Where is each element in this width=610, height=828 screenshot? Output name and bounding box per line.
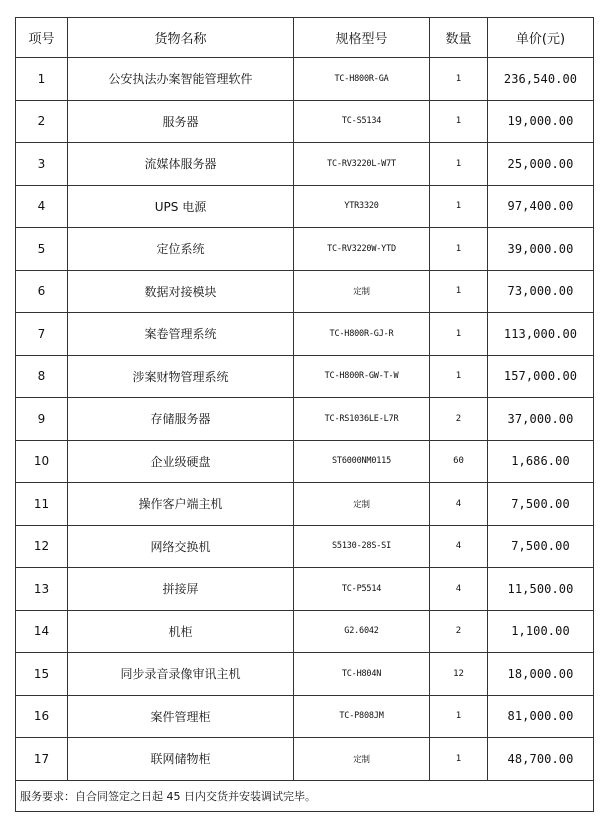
goods-table bbox=[15, 17, 594, 812]
quantity-cell: 4 bbox=[430, 483, 488, 526]
unit-price-cell: 97,400.00 bbox=[488, 185, 594, 228]
item-number-cell: 1 bbox=[16, 58, 68, 101]
quantity-cell: 1 bbox=[430, 58, 488, 101]
spec-model-cell: YTR3320 bbox=[294, 185, 430, 228]
item-number-cell: 16 bbox=[16, 695, 68, 738]
item-number-cell: 13 bbox=[16, 568, 68, 611]
table-row bbox=[16, 738, 594, 781]
quantity-cell: 1 bbox=[430, 270, 488, 313]
header-item-number: 项号 bbox=[16, 18, 68, 58]
goods-name-cell: 数据对接模块 bbox=[68, 270, 294, 313]
spec-model-cell: 定制 bbox=[294, 483, 430, 526]
item-number-cell: 6 bbox=[16, 270, 68, 313]
unit-price-cell: 19,000.00 bbox=[488, 100, 594, 143]
quantity-cell: 2 bbox=[430, 398, 488, 441]
item-number-cell: 4 bbox=[16, 185, 68, 228]
unit-price-cell: 1,100.00 bbox=[488, 610, 594, 653]
spec-model-cell: TC-RV3220W-YTD bbox=[294, 228, 430, 271]
spec-model-cell: TC-H800R-GA bbox=[294, 58, 430, 101]
spec-model-cell: S5130-28S-SI bbox=[294, 525, 430, 568]
header-goods-name: 货物名称 bbox=[68, 18, 294, 58]
spec-model-cell: G2.6042 bbox=[294, 610, 430, 653]
goods-name-cell: 公安执法办案智能管理软件 bbox=[68, 58, 294, 101]
quantity-cell: 1 bbox=[430, 100, 488, 143]
table-row bbox=[16, 610, 594, 653]
quantity-cell: 12 bbox=[430, 653, 488, 696]
table-body bbox=[16, 58, 594, 781]
goods-name-cell: 网络交换机 bbox=[68, 525, 294, 568]
table-row bbox=[16, 143, 594, 186]
quantity-cell: 2 bbox=[430, 610, 488, 653]
quantity-cell: 1 bbox=[430, 143, 488, 186]
goods-name-cell: UPS 电源 bbox=[68, 185, 294, 228]
goods-name-cell: 操作客户端主机 bbox=[68, 483, 294, 526]
header-unit-price: 单价(元) bbox=[488, 18, 594, 58]
unit-price-cell: 113,000.00 bbox=[488, 313, 594, 356]
unit-price-cell: 73,000.00 bbox=[488, 270, 594, 313]
item-number-cell: 14 bbox=[16, 610, 68, 653]
table-row bbox=[16, 440, 594, 483]
unit-price-cell: 39,000.00 bbox=[488, 228, 594, 271]
unit-price-cell: 81,000.00 bbox=[488, 695, 594, 738]
spec-model-cell: 定制 bbox=[294, 270, 430, 313]
spec-model-cell: ST6000NM0115 bbox=[294, 440, 430, 483]
goods-name-cell: 联网储物柜 bbox=[68, 738, 294, 781]
goods-name-cell: 企业级硬盘 bbox=[68, 440, 294, 483]
spec-model-cell: TC-RS1036LE-L7R bbox=[294, 398, 430, 441]
quantity-cell: 1 bbox=[430, 738, 488, 781]
header-quantity: 数量 bbox=[430, 18, 488, 58]
spec-model-cell: TC-P5514 bbox=[294, 568, 430, 611]
item-number-cell: 11 bbox=[16, 483, 68, 526]
unit-price-cell: 157,000.00 bbox=[488, 355, 594, 398]
quantity-cell: 1 bbox=[430, 695, 488, 738]
unit-price-cell: 37,000.00 bbox=[488, 398, 594, 441]
spec-model-cell: TC-H804N bbox=[294, 653, 430, 696]
note-row bbox=[16, 780, 594, 811]
unit-price-cell: 18,000.00 bbox=[488, 653, 594, 696]
item-number-cell: 3 bbox=[16, 143, 68, 186]
quantity-cell: 1 bbox=[430, 228, 488, 271]
table-row bbox=[16, 695, 594, 738]
table-row bbox=[16, 398, 594, 441]
quantity-cell: 1 bbox=[430, 355, 488, 398]
unit-price-cell: 11,500.00 bbox=[488, 568, 594, 611]
goods-name-cell: 案件管理柜 bbox=[68, 695, 294, 738]
item-number-cell: 5 bbox=[16, 228, 68, 271]
table-row bbox=[16, 568, 594, 611]
item-number-cell: 12 bbox=[16, 525, 68, 568]
service-requirement-note: 服务要求：自合同签定之日起 45 日内交货并安装调试完毕。 bbox=[16, 780, 594, 811]
header-row bbox=[16, 18, 594, 58]
item-number-cell: 2 bbox=[16, 100, 68, 143]
table-row bbox=[16, 653, 594, 696]
unit-price-cell: 1,686.00 bbox=[488, 440, 594, 483]
goods-name-cell: 机柜 bbox=[68, 610, 294, 653]
unit-price-cell: 236,540.00 bbox=[488, 58, 594, 101]
item-number-cell: 9 bbox=[16, 398, 68, 441]
spec-model-cell: TC-P808JM bbox=[294, 695, 430, 738]
table-row bbox=[16, 355, 594, 398]
table-row bbox=[16, 100, 594, 143]
quantity-cell: 60 bbox=[430, 440, 488, 483]
item-number-cell: 15 bbox=[16, 653, 68, 696]
header-spec-model: 规格型号 bbox=[294, 18, 430, 58]
spec-model-cell: TC-RV3220L-W7T bbox=[294, 143, 430, 186]
table-row bbox=[16, 525, 594, 568]
item-number-cell: 7 bbox=[16, 313, 68, 356]
goods-name-cell: 定位系统 bbox=[68, 228, 294, 271]
quantity-cell: 4 bbox=[430, 525, 488, 568]
table-row bbox=[16, 185, 594, 228]
table-row bbox=[16, 270, 594, 313]
goods-name-cell: 拼接屏 bbox=[68, 568, 294, 611]
goods-name-cell: 服务器 bbox=[68, 100, 294, 143]
table-row bbox=[16, 228, 594, 271]
unit-price-cell: 25,000.00 bbox=[488, 143, 594, 186]
item-number-cell: 10 bbox=[16, 440, 68, 483]
goods-name-cell: 同步录音录像审讯主机 bbox=[68, 653, 294, 696]
spec-model-cell: TC-S5134 bbox=[294, 100, 430, 143]
item-number-cell: 8 bbox=[16, 355, 68, 398]
goods-name-cell: 涉案财物管理系统 bbox=[68, 355, 294, 398]
table-row bbox=[16, 58, 594, 101]
unit-price-cell: 7,500.00 bbox=[488, 525, 594, 568]
spec-model-cell: TC-H800R-GW-T-W bbox=[294, 355, 430, 398]
unit-price-cell: 48,700.00 bbox=[488, 738, 594, 781]
goods-name-cell: 案卷管理系统 bbox=[68, 313, 294, 356]
quantity-cell: 1 bbox=[430, 313, 488, 356]
quantity-cell: 4 bbox=[430, 568, 488, 611]
spec-model-cell: 定制 bbox=[294, 738, 430, 781]
goods-name-cell: 流媒体服务器 bbox=[68, 143, 294, 186]
unit-price-cell: 7,500.00 bbox=[488, 483, 594, 526]
table-row bbox=[16, 483, 594, 526]
goods-name-cell: 存储服务器 bbox=[68, 398, 294, 441]
table-row bbox=[16, 313, 594, 356]
quantity-cell: 1 bbox=[430, 185, 488, 228]
item-number-cell: 17 bbox=[16, 738, 68, 781]
spec-model-cell: TC-H800R-GJ-R bbox=[294, 313, 430, 356]
